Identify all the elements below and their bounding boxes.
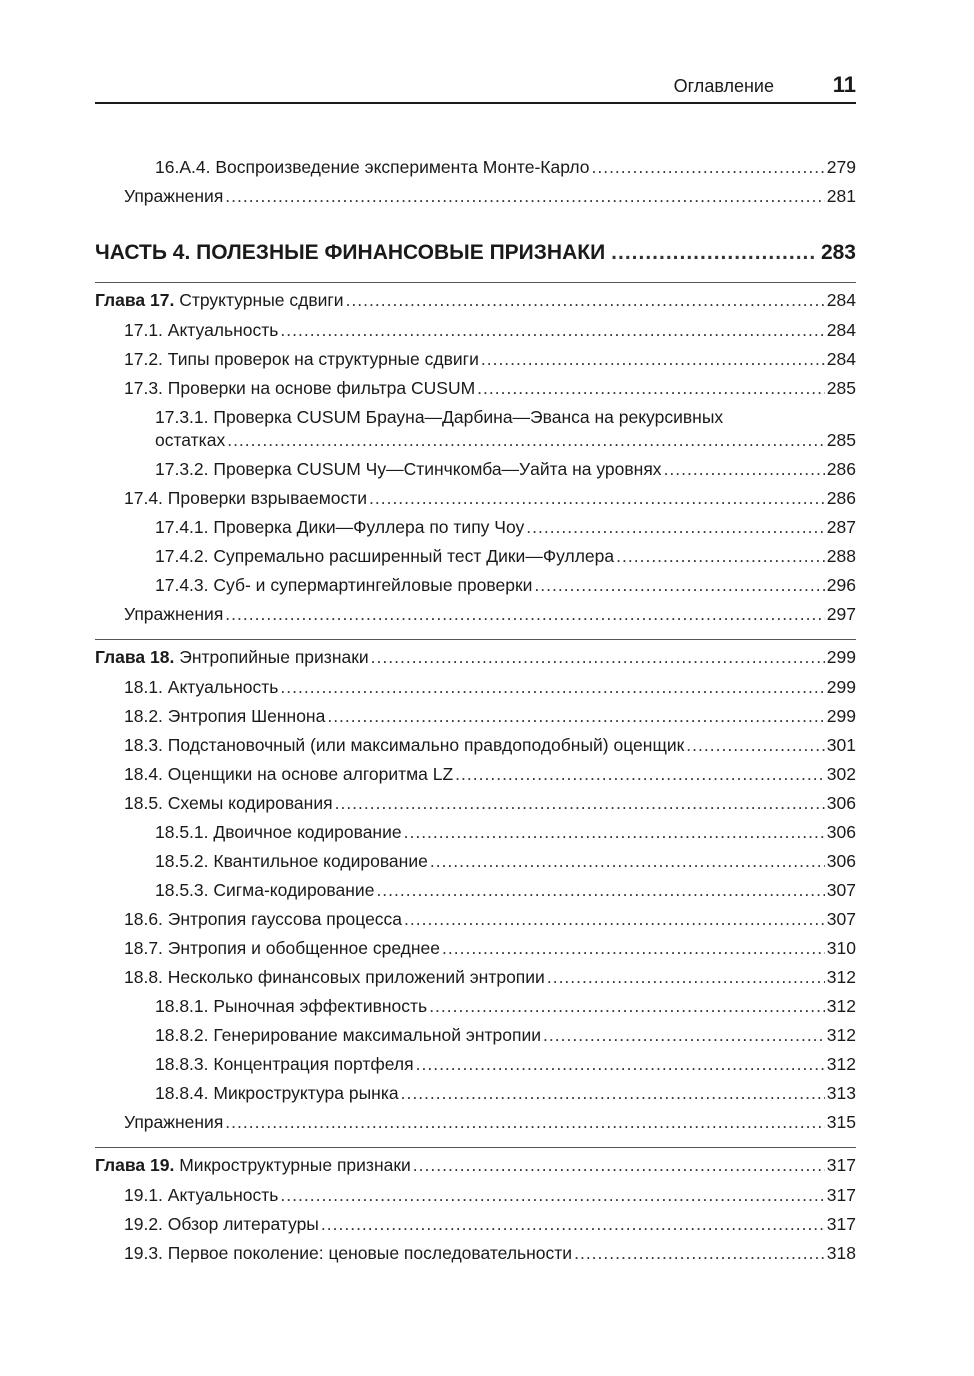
toc-entry-page: 313 bbox=[826, 1083, 856, 1103]
toc-entry-page: 310 bbox=[826, 938, 856, 958]
toc-entry-text: Упражнения bbox=[124, 604, 224, 624]
toc-entry-text: 17.1. Актуальность bbox=[124, 320, 279, 340]
dot-leader bbox=[404, 818, 825, 847]
toc-entry-text: 18.5.3. Сигма-кодирование bbox=[155, 880, 375, 900]
dot-leader bbox=[664, 455, 825, 484]
toc-entry-text: 17.4. Проверки взрываемости bbox=[124, 488, 367, 508]
toc-entry-page: 279 bbox=[826, 157, 856, 177]
chapter-label: Глава 19. bbox=[95, 1155, 175, 1175]
toc-entry[interactable] bbox=[95, 1181, 856, 1210]
toc-entry-page: 307 bbox=[826, 909, 856, 929]
toc-entry-page: 284 bbox=[826, 349, 856, 369]
toc-entry-page: 307 bbox=[826, 880, 856, 900]
toc-entry[interactable] bbox=[95, 600, 856, 629]
toc-entry[interactable] bbox=[95, 571, 856, 600]
chapter-page: 317 bbox=[826, 1155, 856, 1175]
dot-leader bbox=[429, 992, 825, 1021]
toc-entry[interactable] bbox=[95, 934, 856, 963]
toc-entry-page: 297 bbox=[826, 604, 856, 624]
toc-entry-text: 16.A.4. Воспроизведение эксперимента Монте-Карло bbox=[155, 157, 590, 177]
toc-entry-text: Упражнения bbox=[124, 1112, 224, 1132]
toc-entry[interactable] bbox=[95, 455, 856, 484]
running-header-title: Оглавление bbox=[673, 76, 774, 96]
dot-leader bbox=[534, 571, 824, 600]
dot-leader bbox=[327, 702, 824, 731]
toc-entry-page: 285 bbox=[826, 378, 856, 398]
toc-entry[interactable] bbox=[95, 1239, 856, 1268]
toc-entry[interactable] bbox=[95, 731, 856, 760]
toc-entry-text: 18.5. Схемы кодирования bbox=[124, 793, 333, 813]
toc-entry-text: 18.2. Энтропия Шеннона bbox=[124, 706, 326, 726]
chapter-page: 299 bbox=[826, 647, 856, 667]
toc-entry-page: 302 bbox=[826, 764, 856, 784]
part-heading[interactable] bbox=[95, 238, 856, 268]
part-title: ЧАСТЬ 4. ПОЛЕЗНЫЕ ФИНАНСОВЫЕ ПРИЗНАКИ bbox=[95, 241, 606, 264]
toc-entry[interactable] bbox=[95, 1108, 856, 1137]
dot-leader bbox=[371, 642, 825, 673]
toc-entry-text: Упражнения bbox=[124, 186, 224, 206]
toc-entry-page: 306 bbox=[826, 793, 856, 813]
toc-entry-page: 296 bbox=[826, 575, 856, 595]
dot-leader bbox=[686, 731, 825, 760]
dot-leader bbox=[401, 1079, 825, 1108]
toc-entry-text: 18.8.2. Генерирование максимальной энтропии bbox=[155, 1025, 542, 1045]
toc-entry[interactable] bbox=[95, 153, 856, 182]
toc-entry-page: 315 bbox=[826, 1112, 856, 1132]
toc-entry[interactable] bbox=[95, 316, 856, 345]
toc-entry[interactable] bbox=[95, 513, 856, 542]
chapter-block bbox=[95, 639, 856, 1137]
running-header bbox=[95, 72, 856, 104]
toc-entry-text: 18.8. Несколько финансовых приложений энтропии bbox=[124, 967, 545, 987]
table-of-contents bbox=[95, 153, 856, 1268]
dot-leader bbox=[225, 1108, 825, 1137]
chapter-title: Структурные сдвиги bbox=[179, 290, 344, 310]
toc-entry-page: 285 bbox=[826, 430, 856, 450]
dot-leader bbox=[321, 1210, 825, 1239]
toc-entry[interactable] bbox=[95, 542, 856, 571]
toc-entry-text: 18.8.1. Рыночная эффективность bbox=[155, 996, 428, 1016]
dot-leader bbox=[526, 513, 825, 542]
chapter-heading[interactable] bbox=[95, 642, 856, 673]
toc-entry-page: 299 bbox=[826, 706, 856, 726]
toc-entry-page: 286 bbox=[826, 488, 856, 508]
chapter-block bbox=[95, 1147, 856, 1268]
toc-entry-text: 18.1. Актуальность bbox=[124, 677, 279, 697]
toc-entry-text: 18.5.2. Квантильное кодирование bbox=[155, 851, 428, 871]
toc-entry[interactable] bbox=[95, 905, 856, 934]
dot-leader bbox=[376, 876, 824, 905]
dot-leader bbox=[616, 542, 825, 571]
dot-leader bbox=[227, 429, 825, 452]
toc-entry-text: 17.4.2. Супремально расширенный тест Дики—Фуллера bbox=[155, 546, 615, 566]
toc-entry-page: 312 bbox=[826, 1054, 856, 1074]
dot-leader bbox=[280, 316, 824, 345]
toc-entry-text: 17.4.3. Суб- и супермартингейловые проверки bbox=[155, 575, 533, 595]
toc-entry-page: 281 bbox=[826, 186, 856, 206]
toc-entry-text: 18.6. Энтропия гауссова процесса bbox=[124, 909, 403, 929]
chapter-block bbox=[95, 282, 856, 629]
dot-leader bbox=[481, 345, 825, 374]
toc-entry-page: 312 bbox=[826, 967, 856, 987]
toc-entry[interactable] bbox=[95, 760, 856, 789]
dot-leader bbox=[225, 600, 825, 629]
toc-entry-page: 288 bbox=[826, 546, 856, 566]
chapter-label: Глава 17. bbox=[95, 290, 175, 310]
dot-leader bbox=[547, 963, 825, 992]
toc-entry[interactable] bbox=[95, 963, 856, 992]
toc-entry-page: 287 bbox=[826, 517, 856, 537]
toc-entry-page: 299 bbox=[826, 677, 856, 697]
dot-leader bbox=[430, 847, 825, 876]
toc-entry-text: 17.3.2. Проверка CUSUM Чу—Стинчкомба—Уайта на уровнях bbox=[155, 459, 662, 479]
toc-entry-page: 312 bbox=[826, 996, 856, 1016]
toc-entry-page: 284 bbox=[826, 320, 856, 340]
toc-entry[interactable] bbox=[95, 374, 856, 403]
toc-entry[interactable] bbox=[95, 847, 856, 876]
dot-leader bbox=[591, 153, 824, 182]
toc-entry-page: 318 bbox=[826, 1243, 856, 1263]
toc-entry[interactable] bbox=[95, 876, 856, 905]
toc-entry-text: 18.5.1. Двоичное кодирование bbox=[155, 822, 402, 842]
toc-entry-page: 301 bbox=[826, 735, 856, 755]
toc-entry[interactable] bbox=[95, 484, 856, 513]
toc-entry[interactable] bbox=[95, 1021, 856, 1050]
toc-entry-text: 17.2. Типы проверок на структурные сдвиги bbox=[124, 349, 479, 369]
toc-entry[interactable] bbox=[95, 818, 856, 847]
toc-entry-text: 17.3. Проверки на основе фильтра CUSUM bbox=[124, 378, 476, 398]
toc-entry[interactable] bbox=[95, 992, 856, 1021]
part-page: 283 bbox=[820, 241, 856, 264]
dot-leader bbox=[574, 1239, 825, 1268]
chapter-page: 284 bbox=[826, 290, 856, 310]
dot-leader bbox=[346, 285, 825, 316]
toc-entry[interactable] bbox=[95, 673, 856, 702]
toc-entry-page: 317 bbox=[826, 1185, 856, 1205]
toc-entry[interactable] bbox=[95, 1210, 856, 1239]
dot-leader bbox=[369, 484, 825, 513]
dot-leader bbox=[543, 1021, 825, 1050]
dot-leader bbox=[442, 934, 825, 963]
dot-leader bbox=[225, 182, 825, 211]
toc-entry[interactable] bbox=[95, 1050, 856, 1079]
dot-leader bbox=[404, 905, 825, 934]
toc-entry-text: 19.3. Первое поколение: ценовые последовательности bbox=[124, 1243, 573, 1263]
toc-entry-text: 18.4. Оценщики на основе алгоритма LZ bbox=[124, 764, 454, 784]
dot-leader bbox=[416, 1050, 825, 1079]
toc-entry[interactable] bbox=[95, 182, 856, 211]
dot-leader bbox=[280, 1181, 824, 1210]
toc-entry-text: 19.1. Актуальность bbox=[124, 1185, 279, 1205]
chapter-heading[interactable] bbox=[95, 285, 856, 316]
toc-entry-page: 306 bbox=[826, 851, 856, 871]
chapter-heading[interactable] bbox=[95, 1150, 856, 1181]
toc-entry[interactable] bbox=[95, 345, 856, 374]
toc-entry-text: 18.7. Энтропия и обобщенное среднее bbox=[124, 938, 441, 958]
toc-entry-text: 18.3. Подстановочный (или максимально правдоподобный) оценщик bbox=[124, 735, 685, 755]
toc-entry-page: 286 bbox=[826, 459, 856, 479]
toc-entry-page: 306 bbox=[826, 822, 856, 842]
chapter-title-wrap bbox=[95, 1150, 411, 1181]
dot-leader bbox=[477, 374, 825, 403]
chapter-title: Энтропийные признаки bbox=[179, 647, 369, 667]
page-number: 11 bbox=[832, 72, 856, 97]
dot-leader bbox=[611, 238, 815, 268]
toc-entry-page: 312 bbox=[826, 1025, 856, 1045]
toc-entry[interactable] bbox=[95, 702, 856, 731]
dot-leader bbox=[455, 760, 825, 789]
toc-entry[interactable] bbox=[95, 789, 856, 818]
toc-entry-text[interactable]: 17.3.1. Проверка CUSUM Брауна—Дарбина—Эванса на рекурсивных bbox=[155, 407, 724, 427]
toc-entry-text-continued: остатках bbox=[155, 430, 226, 450]
dot-leader bbox=[413, 1150, 825, 1181]
toc-entry[interactable] bbox=[95, 429, 856, 455]
chapter-label: Глава 18. bbox=[95, 647, 175, 667]
chapter-title-wrap bbox=[95, 642, 369, 673]
toc-entry-text: 18.8.4. Микроструктура рынка bbox=[155, 1083, 399, 1103]
toc-entry-text: 17.4.1. Проверка Дики—Фуллера по типу Чоу bbox=[155, 517, 525, 537]
dot-leader bbox=[280, 673, 824, 702]
toc-entry-page: 317 bbox=[826, 1214, 856, 1234]
chapter-title-wrap bbox=[95, 285, 344, 316]
toc-entry-text: 18.8.3. Концентрация портфеля bbox=[155, 1054, 414, 1074]
toc-entry[interactable] bbox=[95, 1079, 856, 1108]
dot-leader bbox=[335, 789, 825, 818]
chapter-title: Микроструктурные признаки bbox=[179, 1155, 411, 1175]
toc-entry-text: 19.2. Обзор литературы bbox=[124, 1214, 319, 1234]
